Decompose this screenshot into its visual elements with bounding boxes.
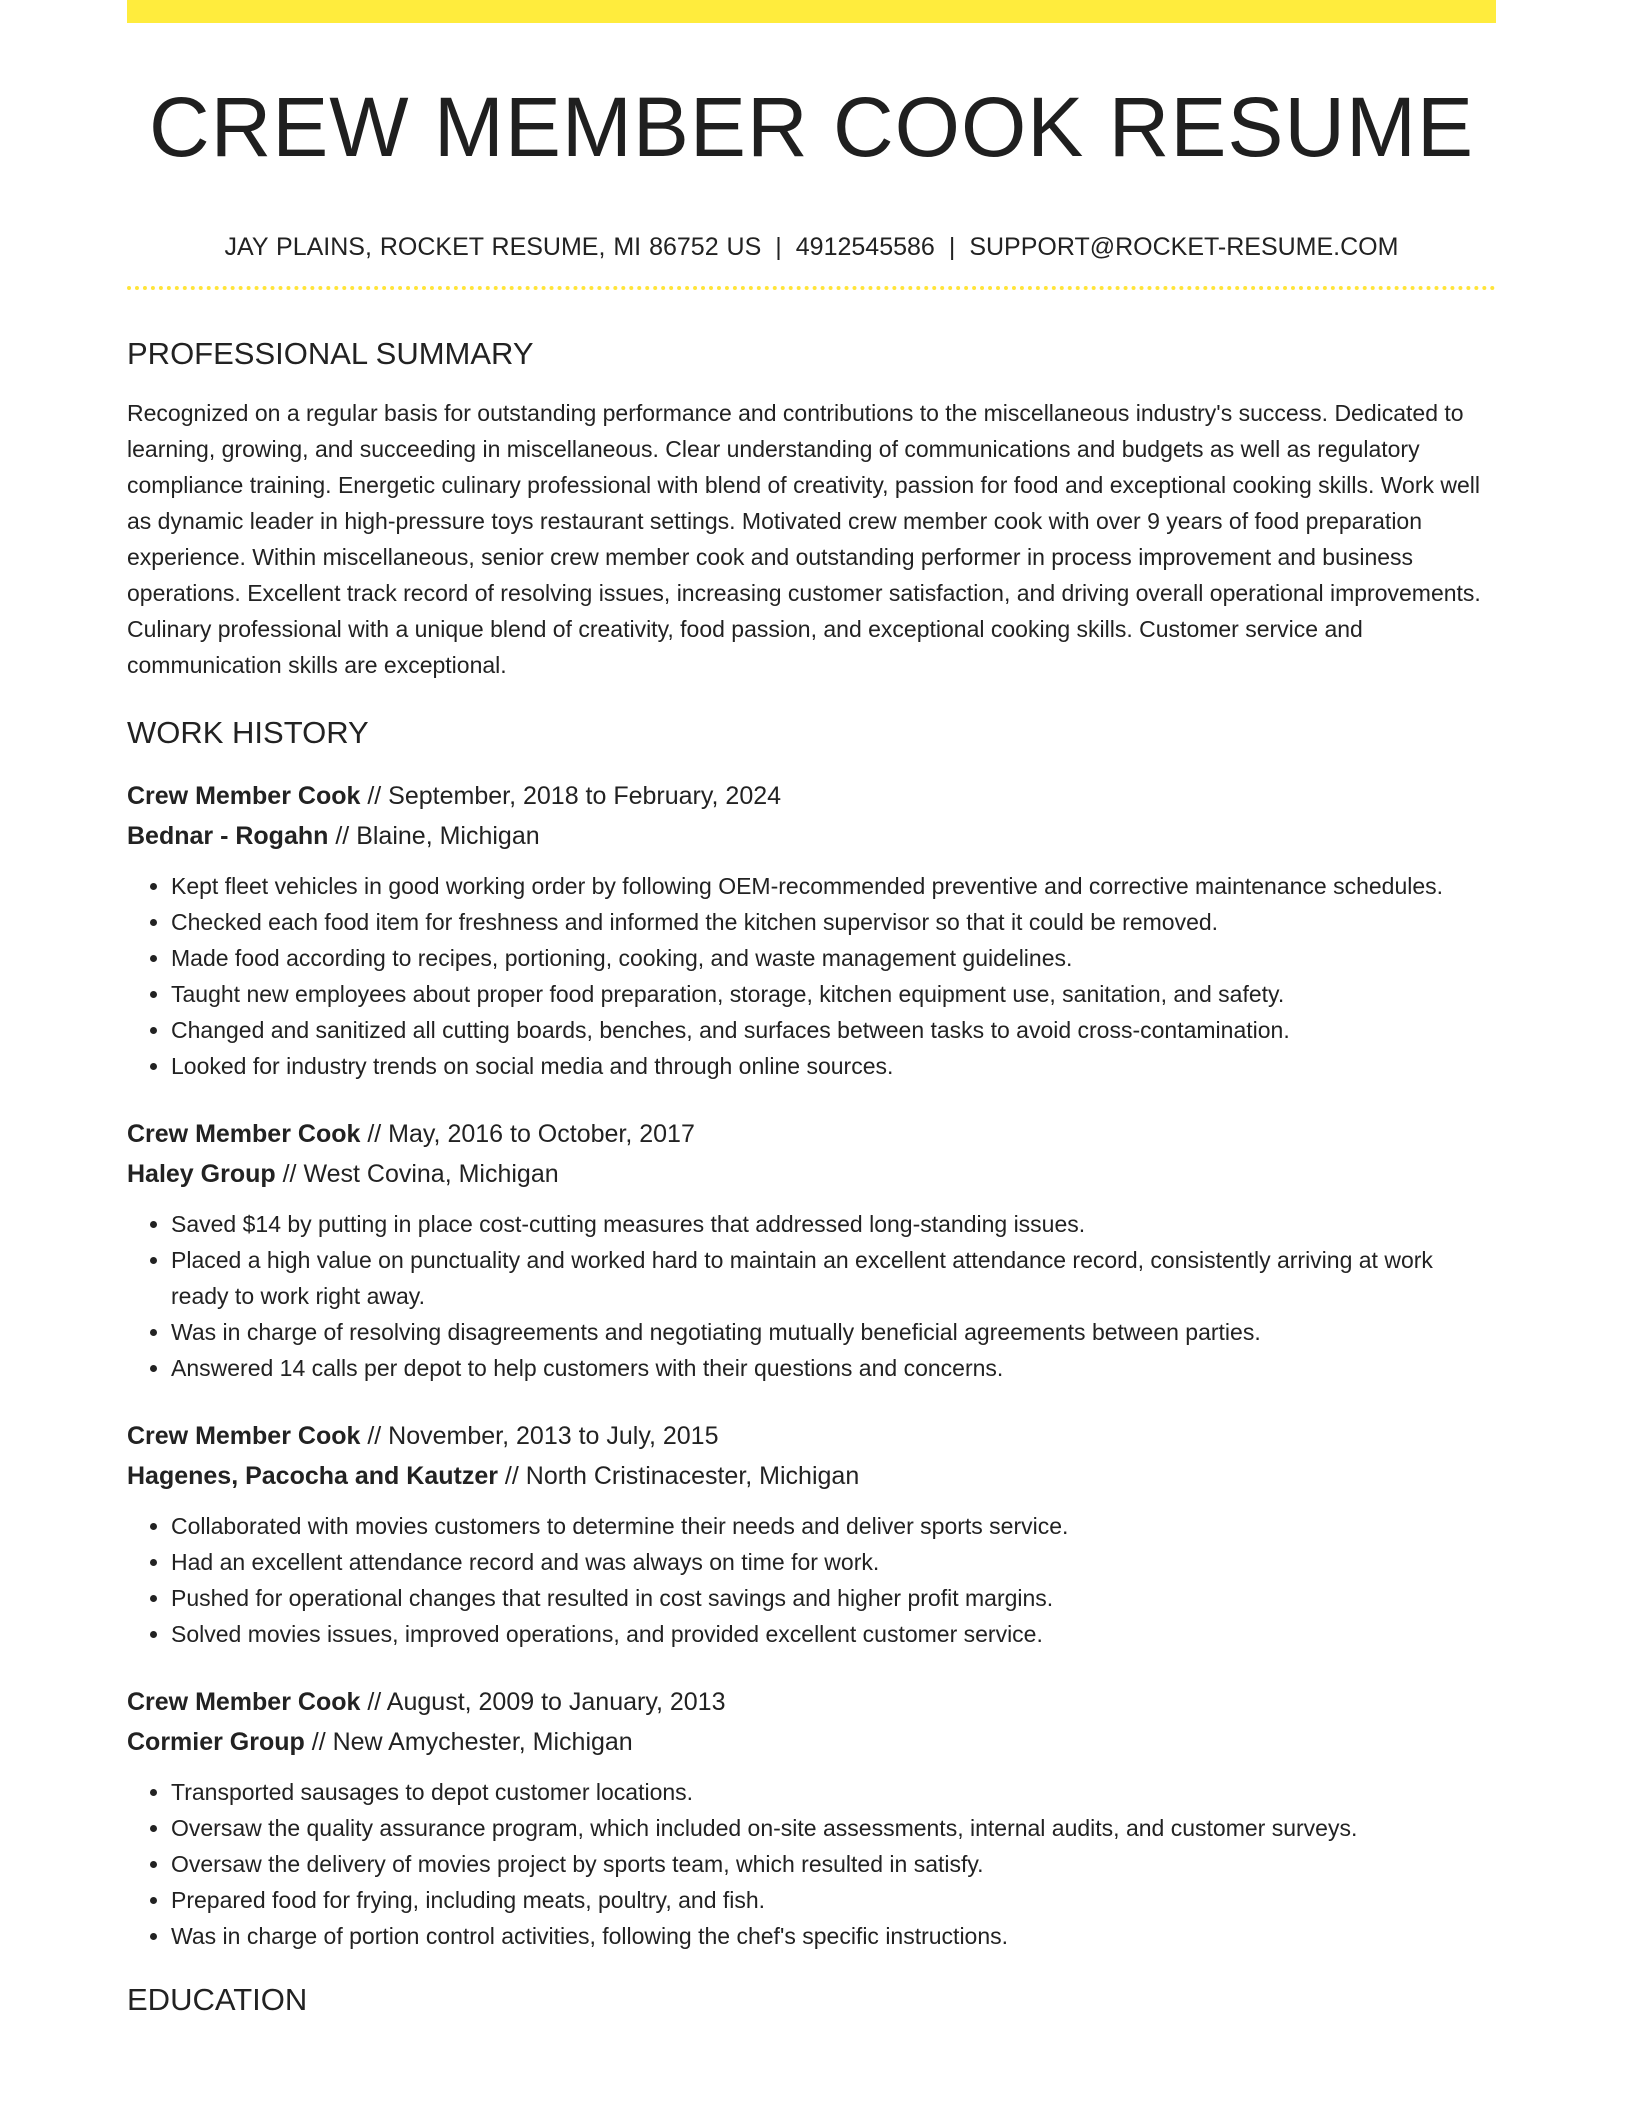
job-company: Hagenes, Pacocha and Kautzer [127,1462,498,1490]
job-bullet: • Saved $14 by putting in place cost-cutting measures that addressed long-standing issues. [171,1206,1496,1242]
job-company: Cormier Group [127,1728,305,1756]
job-bullet: • Oversaw the delivery of movies project by sports team, which resulted in satisfy. [171,1846,1496,1882]
resume-title: CREW MEMBER COOK RESUME [148,80,1475,174]
contact-phone: 4912545586 [795,233,935,261]
job-bullet: • Taught new employees about proper food preparation, storage, kitchen equipment use, sanitation, and safety. [171,976,1496,1012]
work-history-heading: WORK HISTORY [127,715,369,750]
job-title: Crew Member Cook [127,1422,361,1450]
job-entry [127,1416,1496,1652]
job-bullet: • Prepared food for frying, including meats, poultry, and fish. [171,1882,1496,1918]
job-company: Bednar - Rogahn [127,822,329,850]
job-bullet: • Kept fleet vehicles in good working order by following OEM-recommended preventive and corrective maintenance schedules. [171,868,1496,904]
job-bullet: • Placed a high value on punctuality and worked hard to maintain an excellent attendance record, consistently arriving at work ready to work right away. [171,1242,1496,1314]
job-title-line [127,1416,1496,1456]
job-title-line [127,776,1496,816]
job-dates: // May, 2016 to October, 2017 [367,1120,695,1148]
job-bullet: • Solved movies issues, improved operations, and provided excellent customer service. [171,1616,1496,1652]
contact-address: JAY PLAINS, ROCKET RESUME, MI 86752 US [224,233,762,261]
job-bullet: • Was in charge of portion control activities, following the chef's specific instructions. [171,1918,1496,1954]
job-bullets [127,1508,1496,1652]
job-entry [127,1682,1496,1954]
job-title: Crew Member Cook [127,1120,361,1148]
job-bullet: • Made food according to recipes, portioning, cooking, and waste management guidelines. [171,940,1496,976]
contact-line [127,235,1496,260]
job-company-line [127,1456,1496,1496]
job-dates: // November, 2013 to July, 2015 [367,1422,719,1450]
job-title-line [127,1682,1496,1722]
job-bullet: • Answered 14 calls per depot to help customers with their questions and concerns. [171,1350,1496,1386]
dotted-divider [127,286,1496,290]
job-bullet: • Oversaw the quality assurance program, which included on-site assessments, internal audits, and customer surveys. [171,1810,1496,1846]
job-bullets [127,868,1496,1084]
job-entry [127,776,1496,1084]
job-company: Haley Group [127,1160,276,1188]
job-title: Crew Member Cook [127,1688,361,1716]
job-company-line [127,816,1496,856]
job-company-line [127,1154,1496,1194]
job-dates: // September, 2018 to February, 2024 [367,782,782,810]
job-bullets [127,1774,1496,1954]
job-bullets [127,1206,1496,1386]
job-title: Crew Member Cook [127,782,361,810]
contact-email: SUPPORT@ROCKET-RESUME.COM [969,233,1399,261]
job-bullet: • Looked for industry trends on social media and through online sources. [171,1048,1496,1084]
education-heading: EDUCATION [127,1982,308,2017]
job-location: // North Cristinacester, Michigan [504,1462,860,1490]
contact-separator: | [948,233,956,261]
job-bullet: • Collaborated with movies customers to determine their needs and deliver sports service. [171,1508,1496,1544]
job-dates: // August, 2009 to January, 2013 [367,1688,726,1716]
job-title-line [127,1114,1496,1154]
job-bullet: • Had an excellent attendance record and was always on time for work. [171,1544,1496,1580]
job-bullet: • Transported sausages to depot customer locations. [171,1774,1496,1810]
job-bullet: • Checked each food item for freshness and informed the kitchen supervisor so that it could be removed. [171,904,1496,940]
resume-page [127,0,1496,2015]
job-bullet: • Pushed for operational changes that resulted in cost savings and higher profit margins. [171,1580,1496,1616]
contact-separator: | [775,233,782,261]
job-company-line [127,1722,1496,1762]
job-location: // New Amychester, Michigan [311,1728,633,1756]
work-history-list [127,776,1496,1954]
job-bullet: • Changed and sanitized all cutting boards, benches, and surfaces between tasks to avoid cross-contamination. [171,1012,1496,1048]
summary-text: Recognized on a regular basis for outstanding performance and contributions to the miscellaneous industry's success. Dedicated to learning, growing, and succeeding in miscellaneous. Clear understanding of communications and budgets as well as regulatory compliance training. Energetic culinary professional with blend of creativity, passion for food and exceptional cooking skills. Work well as dynamic leader in high-pressure toys restaurant settings. Motivated crew member cook with over 9 years of food preparation experience. Within miscellaneous, senior crew member cook and outstanding performer in process improvement and business operations. Excellent track record of resolving issues, increasing customer satisfaction, and driving overall operational improvements. Culinary professional with a unique blend of creativity, food passion, and exceptional cooking skills. Customer service and communication skills are exceptional. [127,400,1481,678]
job-location: // Blaine, Michigan [335,822,540,850]
summary-heading: PROFESSIONAL SUMMARY [127,336,534,371]
job-entry [127,1114,1496,1386]
job-bullet: • Was in charge of resolving disagreements and negotiating mutually beneficial agreements between parties. [171,1314,1496,1350]
accent-bar [127,0,1496,23]
job-location: // West Covina, Michigan [282,1160,559,1188]
